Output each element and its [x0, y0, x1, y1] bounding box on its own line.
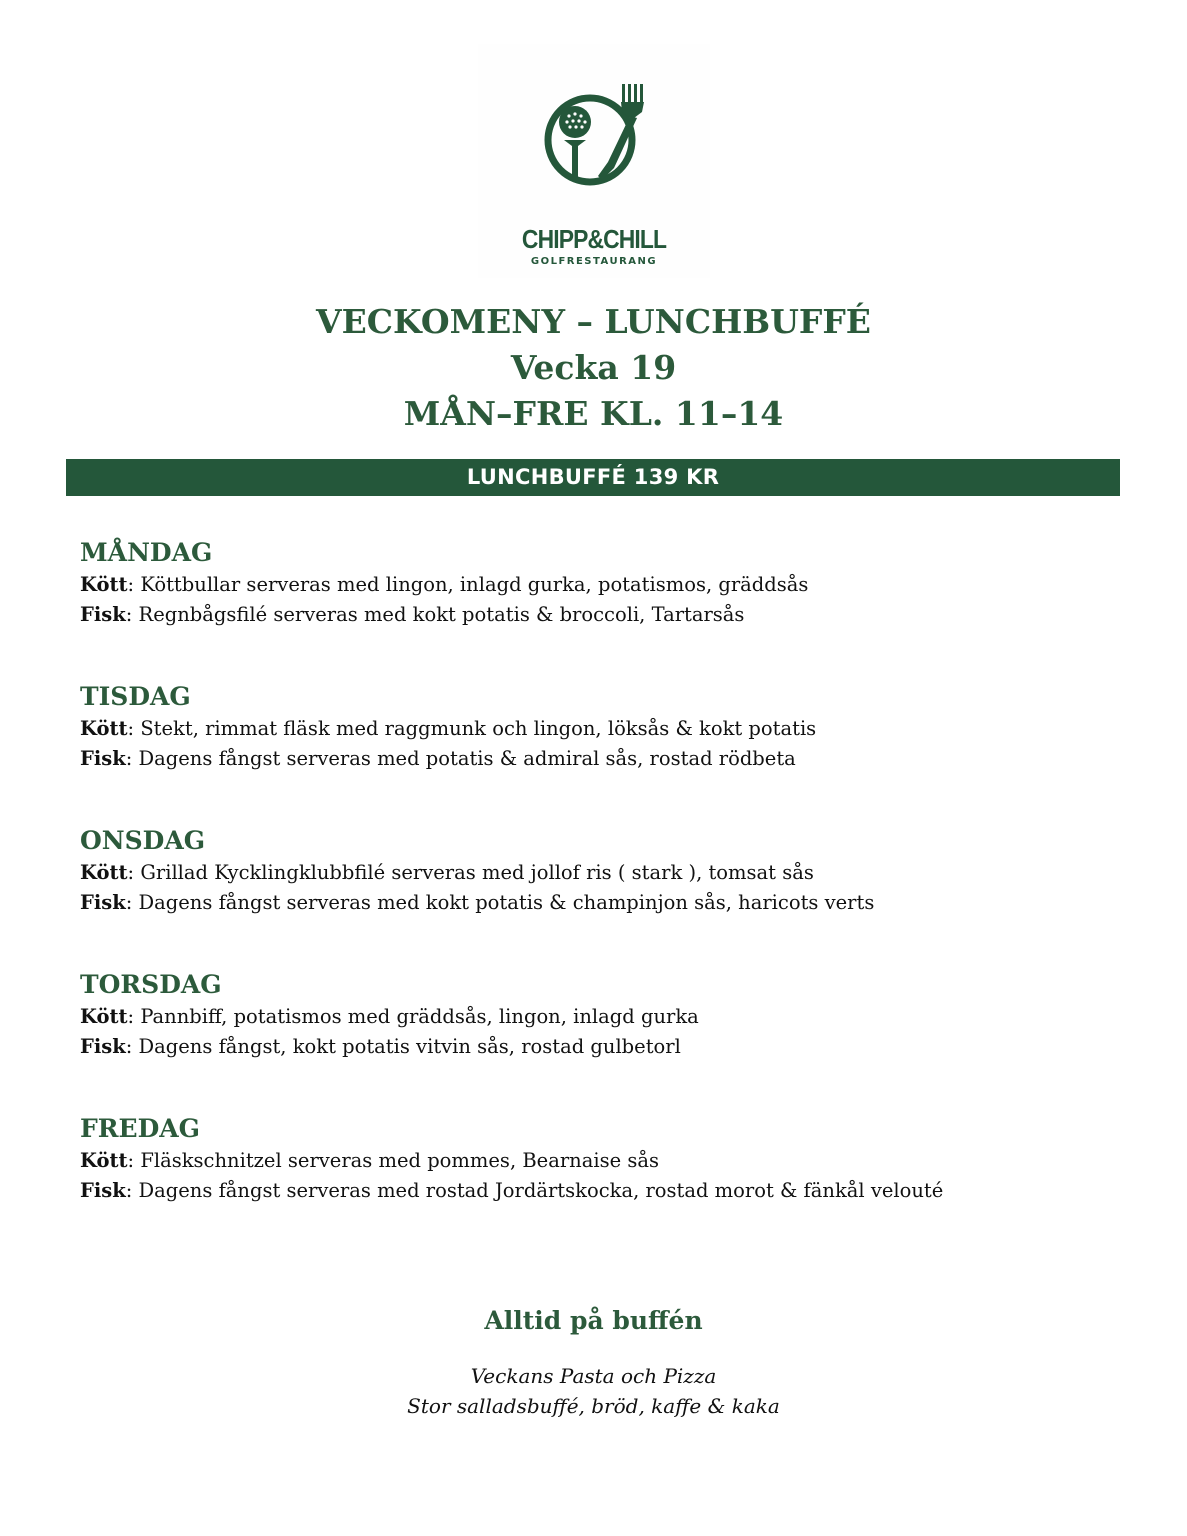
fish-text: : Dagens fångst, kokt potatis vitvin sås, rostad gulbetorl [125, 1035, 681, 1058]
fish-label: Fisk [80, 603, 126, 626]
fish-dish [80, 600, 1120, 630]
fish-label: Fisk [80, 747, 126, 770]
meat-label: Kött [80, 861, 128, 884]
meat-label: Kött [80, 717, 128, 740]
day-name: TORSDAG [80, 970, 222, 999]
meat-text: : Fläskschnitzel serveras med pommes, Bearnaise sås [127, 1149, 659, 1172]
fish-dish [80, 1176, 1120, 1206]
always-heading: Alltid på buffén [484, 1306, 703, 1335]
fish-text: : Dagens fångst serveras med potatis & admiral sås, rostad rödbeta [125, 747, 796, 770]
meat-label: Kött [80, 1005, 128, 1028]
brand-subtitle: GOLFRESTAURANG [530, 256, 658, 267]
logo [478, 44, 710, 278]
price-banner: LUNCHBUFFÉ 139 KR [66, 459, 1120, 496]
meat-dish [80, 570, 1120, 600]
day-thursday [80, 970, 1120, 1062]
fish-dish [80, 744, 1120, 774]
meat-text: : Köttbullar serveras med lingon, inlagd gurka, potatismos, gräddsås [127, 573, 809, 596]
day-tuesday [80, 682, 1120, 774]
page-title: VECKOMENY – LUNCHBUFFÉ [316, 302, 871, 341]
always-item: Stor salladsbuffé, bröd, kaffe & kaka [407, 1394, 780, 1418]
opening-hours: MÅN–FRE KL. 11–14 [403, 394, 784, 433]
meat-text: : Pannbiff, potatismos med gräddsås, lingon, inlagd gurka [127, 1005, 699, 1028]
day-friday [80, 1114, 1120, 1206]
meat-dish [80, 1146, 1120, 1176]
always-item: Veckans Pasta och Pizza [470, 1364, 717, 1388]
brand-name: CHIPP&CHILL [521, 224, 667, 254]
fish-dish [80, 1032, 1120, 1062]
fish-text: : Regnbågsfilé serveras med kokt potatis & broccoli, Tartarsås [125, 603, 745, 626]
day-name: FREDAG [80, 1114, 201, 1143]
meat-text: : Stekt, rimmat fläsk med raggmunk och lingon, löksås & kokt potatis [127, 717, 817, 740]
day-monday [80, 538, 1120, 630]
fish-label: Fisk [80, 1179, 126, 1202]
fish-label: Fisk [80, 891, 126, 914]
fish-label: Fisk [80, 1035, 126, 1058]
fish-text: : Dagens fångst serveras med kokt potatis & champinjon sås, haricots verts [125, 891, 875, 914]
day-name: TISDAG [80, 682, 191, 711]
fish-text: : Dagens fångst serveras med rostad Jordärtskocka, rostad morot & fänkål velouté [125, 1179, 944, 1202]
day-name: MÅNDAG [80, 538, 213, 567]
day-name: ONSDAG [80, 826, 206, 855]
fish-dish [80, 888, 1120, 918]
meat-dish [80, 714, 1120, 744]
day-wednesday [80, 826, 1120, 918]
meat-label: Kött [80, 573, 128, 596]
golf-ball-fork-icon [542, 84, 652, 226]
meat-label: Kött [80, 1149, 128, 1172]
meat-dish [80, 858, 1120, 888]
meat-text: : Grillad Kycklingklubbfilé serveras med jollof ris ( stark ), tomsat sås [127, 861, 814, 884]
meat-dish [80, 1002, 1120, 1032]
week-label: Vecka 19 [510, 348, 677, 387]
